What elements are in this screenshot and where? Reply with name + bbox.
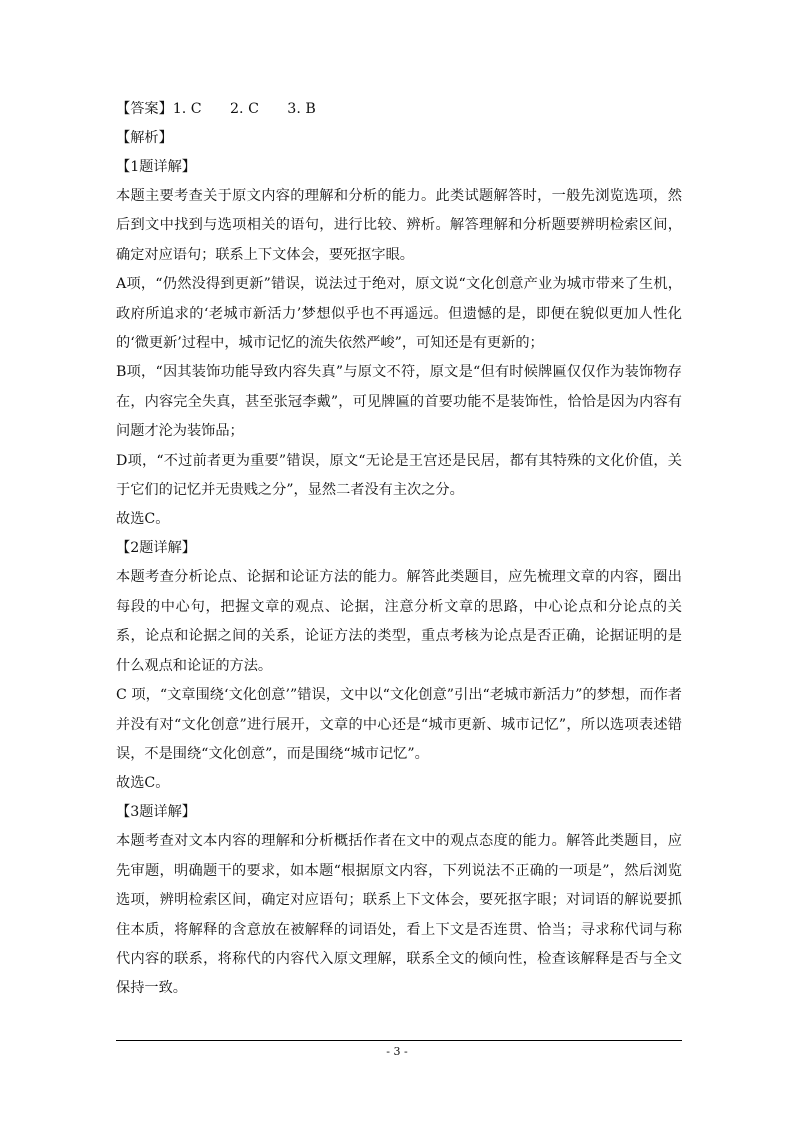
q2-conclusion: 故选C。 xyxy=(116,775,170,792)
q2-intro: 本题考查分析论点、论据和论证方法的能力。解答此类题目，应先梳理文章的内容，圈出每段的中心句，把握文章的观点、论据，注意分析文章的思路，中心论点和分论点的关系，论点和论据之间的关系，论证方法的类型，重点考核为论点是否正确，论据证明的是什么观点和论证的方法。 xyxy=(116,569,682,674)
q1-option-b: B项，“因其装饰功能导致内容失真”与原文不符，原文是“但有时候牌匾仅仅作为装饰物存在，内容完全失真，甚至张冠李戴”，可见牌匾的首要功能不是装饰性，恰恰是因为内容有问题才沦为装饰品； xyxy=(116,364,682,440)
q1-option-a: A项，“仍然没得到更新”错误，说法过于绝对，原文说“文化创意产业为城市带来了生机，政府所追求的‘老城市新活力’梦想似乎也不再遥远。但遗憾的是，即便在貌似更加人性化的‘微更新’过程中，城市记忆的流失依然严峻”，可知还是有更新的； xyxy=(116,276,682,352)
q2-heading: 【2题详解】 xyxy=(116,540,196,557)
footer-divider xyxy=(116,1040,682,1041)
page-number: - 3 - xyxy=(386,1045,408,1058)
q1-heading: 【1题详解】 xyxy=(116,159,196,175)
q3-heading: 【3题详解】 xyxy=(116,804,196,821)
answer-line: 【答案】1. C 2. C 3. B xyxy=(116,101,316,117)
q1-option-d: D项，“不过前者更为重要”错误，原文“无论是王宫还是民居，都有其特殊的文化价值，关于它们的记忆并无贵贱之分”，显然二者没有主次之分。 xyxy=(116,452,682,499)
q1-conclusion: 故选C。 xyxy=(116,511,170,528)
q2-option-c: C 项，“文章围绕‘文化创意’”错误，文中以“文化创意”引出“老城市新活力”的梦想，而作者并没有对“文化创意”进行展开，文章的中心还是“城市更新、城市记忆”，所以选项表述错误，不是围绕“文化创意”，而是围绕“城市记忆”。 xyxy=(116,687,682,762)
document-body xyxy=(116,95,682,1004)
analysis-heading: 【解析】 xyxy=(116,130,173,146)
q1-intro: 本题主要考查关于原文内容的理解和分析的能力。此类试题解答时，一般先浏览选项，然后到文中找到与选项相关的语句，进行比较、辨析。解答理解和分析题要辨明检索区间，确定对应语句；联系上下文体会，要死抠字眼。 xyxy=(116,188,682,263)
q3-intro: 本题考查对文本内容的理解和分析概括作者在文中的观点态度的能力。解答此类题目，应先审题，明确题干的要求，如本题“根据原文内容，下列说法不正确的一项是”，然后浏览选项，辨明检索区间，确定对应语句；联系上下文体会，要死抠字眼；对词语的解说要抓住本质，将解释的含意放在被解释的词语处，看上下文是否连贯、恰当；寻求称代词与称代内容的联系，将称代的内容代入原文理解，联系全文的倾向性，检查该解释是否与全文保持一致。 xyxy=(116,833,682,997)
